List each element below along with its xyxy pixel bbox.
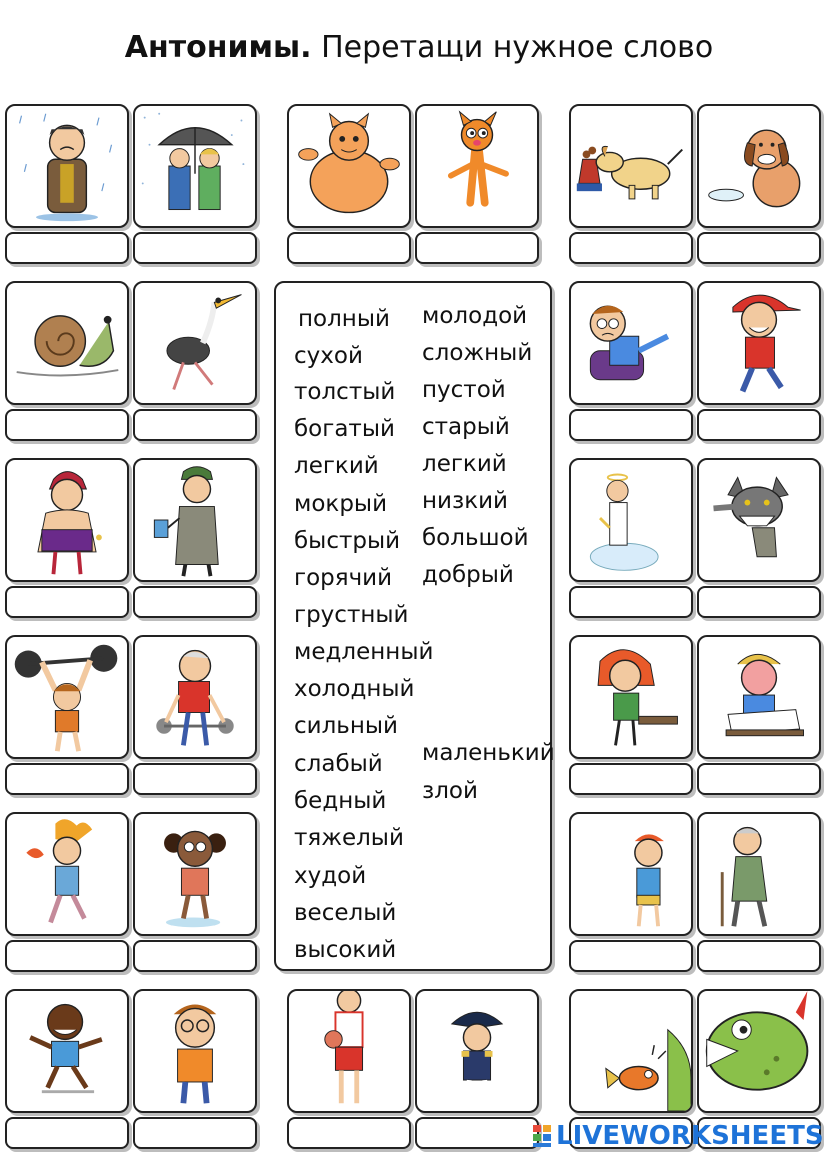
- cold-girl-picture: [133, 812, 257, 936]
- answer-slot-poor[interactable]: [133, 586, 257, 618]
- answer-slot-young[interactable]: [569, 940, 693, 972]
- fast-ostrich-picture: [133, 281, 257, 405]
- answer-slot-fat-cat[interactable]: [287, 232, 411, 264]
- word-chip[interactable]: холодный: [294, 676, 415, 702]
- answer-slot-wet[interactable]: [5, 232, 129, 264]
- answer-slot-short[interactable]: [415, 1117, 539, 1149]
- answer-slot-good[interactable]: [569, 586, 693, 618]
- old-man-picture: [697, 812, 821, 936]
- liveworksheets-logo: [532, 1121, 824, 1151]
- answer-slot-easy[interactable]: [569, 763, 693, 795]
- word-chip[interactable]: тяжелый: [294, 825, 404, 851]
- hard-boy-picture: [697, 635, 821, 759]
- weak-man-picture: [133, 635, 257, 759]
- word-chip[interactable]: богатый: [294, 416, 395, 442]
- word-chip[interactable]: сильный: [294, 713, 398, 739]
- thin-cat-picture: [415, 104, 539, 228]
- sad-boy-picture: [569, 281, 693, 405]
- short-napoleon-picture: [415, 989, 539, 1113]
- wet-man-picture: [5, 104, 129, 228]
- answer-slot-evil[interactable]: [697, 586, 821, 618]
- evil-wolf-picture: [697, 458, 821, 582]
- answer-slot-light[interactable]: [5, 1117, 129, 1149]
- fat-cat-picture: [287, 104, 411, 228]
- tall-man-picture: [287, 989, 411, 1113]
- dry-couple-picture: [133, 104, 257, 228]
- word-chip[interactable]: сухой: [294, 343, 363, 369]
- word-chip[interactable]: горячий: [294, 565, 393, 591]
- word-chip[interactable]: быстрый: [294, 528, 401, 554]
- answer-slot-happy[interactable]: [697, 409, 821, 441]
- happy-boy-picture: [697, 281, 821, 405]
- big-fish-picture: [697, 989, 821, 1113]
- worksheet-title: [0, 30, 838, 65]
- answer-slot-hard[interactable]: [697, 763, 821, 795]
- answer-slot-dry[interactable]: [133, 232, 257, 264]
- word-chip[interactable]: полный: [298, 306, 390, 332]
- liveworksheets-icon: [532, 1123, 554, 1149]
- word-chip[interactable]: худой: [294, 863, 367, 889]
- heavy-boy-picture: [133, 989, 257, 1113]
- answer-slot-full[interactable]: [569, 232, 693, 264]
- light-boy-picture: [5, 989, 129, 1113]
- answer-slot-old[interactable]: [697, 940, 821, 972]
- word-chip[interactable]: медленный: [294, 639, 434, 665]
- word-chip[interactable]: низкий: [422, 488, 509, 514]
- word-chip[interactable]: толстый: [294, 379, 396, 405]
- strong-boy-picture: [5, 635, 129, 759]
- word-chip[interactable]: добрый: [422, 562, 514, 588]
- young-boy-picture: [569, 812, 693, 936]
- answer-slot-rich[interactable]: [5, 586, 129, 618]
- answer-slot-slow[interactable]: [5, 409, 129, 441]
- answer-slot-strong[interactable]: [5, 763, 129, 795]
- easy-girl-picture: [569, 635, 693, 759]
- word-bank: [274, 281, 555, 971]
- answer-slot-heavy[interactable]: [133, 1117, 257, 1149]
- word-chip[interactable]: грустный: [294, 602, 409, 628]
- word-chip[interactable]: слабый: [294, 751, 383, 777]
- small-fish-picture: [569, 989, 693, 1113]
- word-chip[interactable]: старый: [422, 414, 510, 440]
- good-angel-picture: [569, 458, 693, 582]
- word-chip[interactable]: пустой: [422, 377, 506, 403]
- hungry-dog-picture: [697, 104, 821, 228]
- full-dog-picture: [569, 104, 693, 228]
- answer-slot-empty[interactable]: [697, 232, 821, 264]
- rich-woman-picture: [5, 458, 129, 582]
- word-chip[interactable]: большой: [422, 525, 529, 551]
- word-chip[interactable]: высокий: [294, 937, 397, 963]
- liveworksheets-wordmark: LIVEWORKSHEETS: [556, 1121, 824, 1151]
- word-chip[interactable]: сложный: [422, 340, 533, 366]
- word-chip[interactable]: бедный: [294, 788, 387, 814]
- answer-slot-weak[interactable]: [133, 763, 257, 795]
- answer-slot-tall[interactable]: [287, 1117, 411, 1149]
- poor-man-picture: [133, 458, 257, 582]
- word-chip[interactable]: мокрый: [294, 491, 388, 517]
- answer-slot-fast[interactable]: [133, 409, 257, 441]
- title-bold: Антонимы.: [124, 30, 312, 65]
- answer-slot-sad[interactable]: [569, 409, 693, 441]
- title-instruction: Перетащи нужное слово: [321, 30, 714, 65]
- word-chip[interactable]: молодой: [422, 303, 528, 329]
- slow-snail-picture: [5, 281, 129, 405]
- answer-slot-hot[interactable]: [5, 940, 129, 972]
- answer-slot-thin-cat[interactable]: [415, 232, 539, 264]
- word-chip[interactable]: легкий: [422, 451, 507, 477]
- word-chip[interactable]: маленький: [422, 740, 555, 766]
- answer-slot-cold[interactable]: [133, 940, 257, 972]
- word-chip[interactable]: легкий: [294, 453, 379, 479]
- word-chip[interactable]: злой: [422, 778, 478, 804]
- hot-man-picture: [5, 812, 129, 936]
- word-chip[interactable]: веселый: [294, 900, 397, 926]
